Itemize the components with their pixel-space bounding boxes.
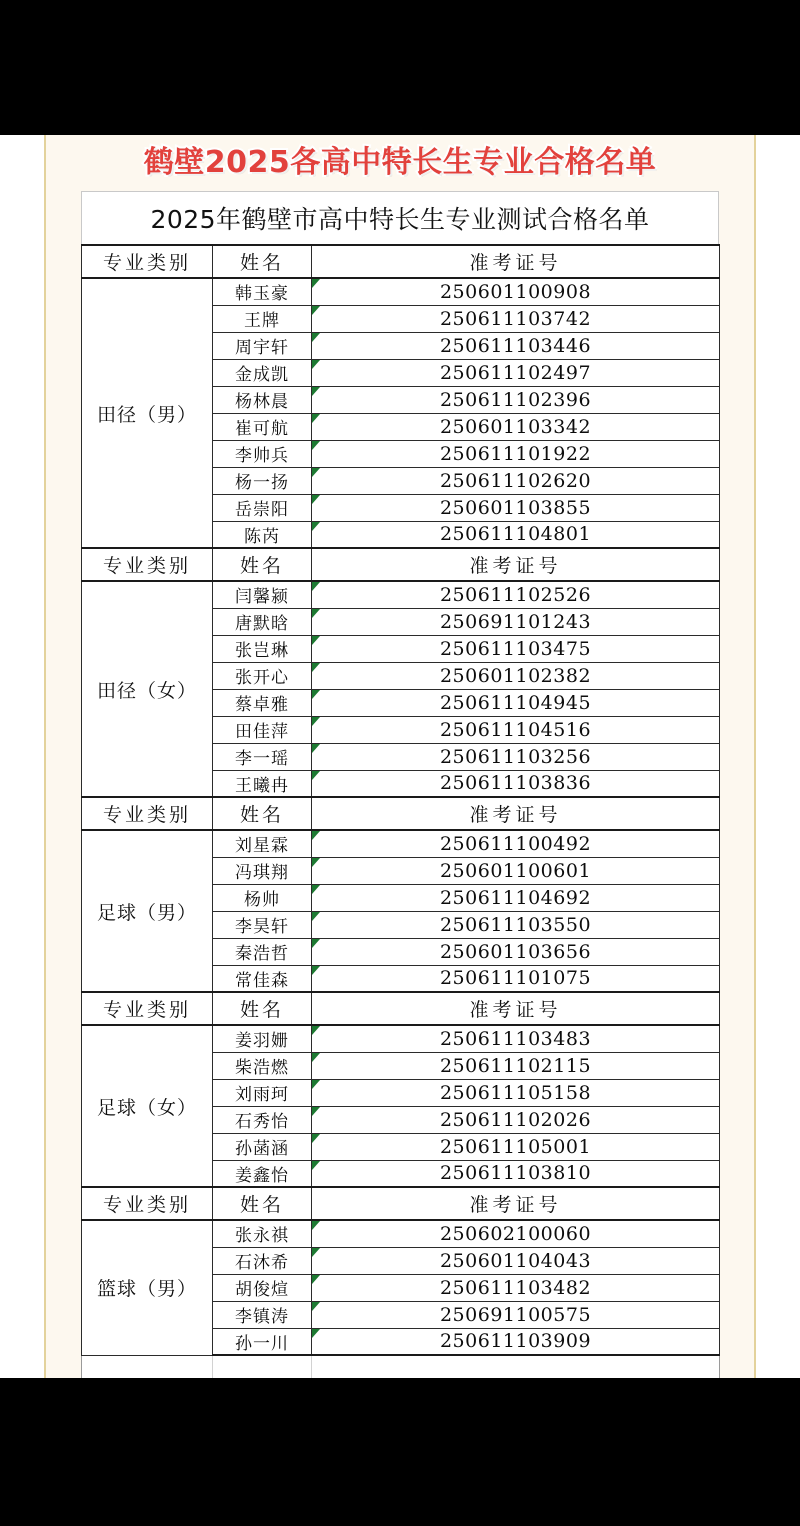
student-name-cell: 崔可航	[213, 413, 312, 440]
exam-number-cell: 250691100575	[312, 1301, 720, 1328]
exam-number-cell: 250611101922	[312, 440, 720, 467]
student-name-cell: 李帅兵	[213, 440, 312, 467]
column-header-exam-number: 准考证号	[312, 245, 720, 278]
roster-table	[81, 244, 720, 1378]
exam-number-cell: 250611103475	[312, 635, 720, 662]
column-header-name: 姓名	[213, 992, 312, 1025]
exam-number-cell: 250691101243	[312, 608, 720, 635]
column-header-category: 专业类别	[82, 992, 213, 1025]
exam-number-cell: 250601100601	[312, 857, 720, 884]
category-cell: 足球（女）	[82, 1025, 213, 1187]
column-header-exam-number: 准考证号	[312, 1187, 720, 1220]
exam-number-cell: 250611102620	[312, 467, 720, 494]
student-name-cell: 张开心	[213, 662, 312, 689]
student-name-cell: 柴浩燃	[213, 1052, 312, 1079]
exam-number-cell: 250611104801	[312, 521, 720, 548]
exam-number-cell: 250611101075	[312, 965, 720, 992]
column-header-exam-number: 准考证号	[312, 797, 720, 830]
exam-number-cell: 250611103482	[312, 1274, 720, 1301]
category-cell: 篮球（男）	[82, 1220, 213, 1355]
student-name-cell: 王曦冉	[213, 770, 312, 797]
exam-number-cell: 250601102382	[312, 662, 720, 689]
exam-number-cell: 250601104043	[312, 1247, 720, 1274]
student-name-cell: 姜鑫怡	[213, 1160, 312, 1187]
column-header-name: 姓名	[213, 548, 312, 581]
left-margin-rule	[44, 135, 46, 1378]
student-name-cell: 李一瑶	[213, 743, 312, 770]
column-header-name: 姓名	[213, 245, 312, 278]
student-name-cell: 周宇轩	[213, 332, 312, 359]
student-name-cell: 李镇涛	[213, 1301, 312, 1328]
student-name-cell: 蔡卓雅	[213, 689, 312, 716]
exam-number-cell: 250611103256	[312, 743, 720, 770]
column-header-category: 专业类别	[82, 1187, 213, 1220]
exam-number-cell: 250611103836	[312, 770, 720, 797]
empty-cell	[82, 1355, 213, 1378]
student-name-cell: 刘雨珂	[213, 1079, 312, 1106]
exam-number-cell: 250611103742	[312, 305, 720, 332]
page-title: 2025年鹤壁市高中特长生专业测试合格名单	[150, 205, 650, 234]
table-header-row	[82, 1187, 720, 1220]
student-name-cell: 刘星霖	[213, 830, 312, 857]
exam-number-cell: 250611105158	[312, 1079, 720, 1106]
student-name-cell: 李昊轩	[213, 911, 312, 938]
table-header-row	[82, 797, 720, 830]
exam-number-cell: 250601103656	[312, 938, 720, 965]
student-name-cell: 孙菡涵	[213, 1133, 312, 1160]
student-name-cell: 王牌	[213, 305, 312, 332]
student-name-cell: 张岂琳	[213, 635, 312, 662]
document-sheet	[81, 191, 719, 1378]
exam-number-cell: 250601103342	[312, 413, 720, 440]
exam-number-cell: 250611103446	[312, 332, 720, 359]
exam-number-cell: 250601100908	[312, 278, 720, 305]
student-name-cell: 石秀怡	[213, 1106, 312, 1133]
exam-number-cell: 250611100492	[312, 830, 720, 857]
exam-number-cell: 250611103550	[312, 911, 720, 938]
student-name-cell: 闫馨颍	[213, 581, 312, 608]
column-header-name: 姓名	[213, 797, 312, 830]
right-margin-rule	[754, 135, 756, 1378]
document-page	[0, 135, 800, 1378]
table-row	[82, 278, 720, 305]
exam-number-cell: 250602100060	[312, 1220, 720, 1247]
table-row	[82, 1025, 720, 1052]
table-row	[82, 1220, 720, 1247]
exam-number-cell: 250611105001	[312, 1133, 720, 1160]
document-title-box	[81, 191, 719, 244]
student-name-cell: 石沐希	[213, 1247, 312, 1274]
column-header-category: 专业类别	[82, 797, 213, 830]
table-row	[82, 830, 720, 857]
banner-headline: 鹤壁2025各高中特长生专业合格名单	[143, 145, 657, 180]
table-header-row	[82, 548, 720, 581]
student-name-cell: 岳崇阳	[213, 494, 312, 521]
banner	[0, 137, 800, 181]
category-cell: 足球（男）	[82, 830, 213, 992]
student-name-cell: 金成凯	[213, 359, 312, 386]
exam-number-cell: 250611102396	[312, 386, 720, 413]
student-name-cell: 陈芮	[213, 521, 312, 548]
student-name-cell: 杨一扬	[213, 467, 312, 494]
exam-number-cell: 250611102115	[312, 1052, 720, 1079]
exam-number-cell: 250611103483	[312, 1025, 720, 1052]
exam-number-cell: 250611102526	[312, 581, 720, 608]
table-row	[82, 581, 720, 608]
exam-number-cell: 250611103810	[312, 1160, 720, 1187]
exam-number-cell: 250611102497	[312, 359, 720, 386]
empty-row	[82, 1355, 720, 1378]
column-header-name: 姓名	[213, 1187, 312, 1220]
table-header-row	[82, 992, 720, 1025]
student-name-cell: 唐默晗	[213, 608, 312, 635]
student-name-cell: 张永祺	[213, 1220, 312, 1247]
student-name-cell: 胡俊煊	[213, 1274, 312, 1301]
table-header-row	[82, 245, 720, 278]
student-name-cell: 韩玉豪	[213, 278, 312, 305]
exam-number-cell: 250611104945	[312, 689, 720, 716]
student-name-cell: 冯琪翔	[213, 857, 312, 884]
empty-cell	[312, 1355, 720, 1378]
exam-number-cell: 250611104516	[312, 716, 720, 743]
student-name-cell: 秦浩哲	[213, 938, 312, 965]
category-cell: 田径（男）	[82, 278, 213, 548]
student-name-cell: 常佳森	[213, 965, 312, 992]
category-cell: 田径（女）	[82, 581, 213, 797]
column-header-exam-number: 准考证号	[312, 992, 720, 1025]
exam-number-cell: 250611104692	[312, 884, 720, 911]
exam-number-cell: 250601103855	[312, 494, 720, 521]
column-header-category: 专业类别	[82, 245, 213, 278]
student-name-cell: 杨帅	[213, 884, 312, 911]
exam-number-cell: 250611103909	[312, 1328, 720, 1355]
student-name-cell: 田佳萍	[213, 716, 312, 743]
student-name-cell: 姜羽姗	[213, 1025, 312, 1052]
column-header-category: 专业类别	[82, 548, 213, 581]
column-header-exam-number: 准考证号	[312, 548, 720, 581]
student-name-cell: 孙一川	[213, 1328, 312, 1355]
empty-cell	[213, 1355, 312, 1378]
student-name-cell: 杨林晨	[213, 386, 312, 413]
exam-number-cell: 250611102026	[312, 1106, 720, 1133]
